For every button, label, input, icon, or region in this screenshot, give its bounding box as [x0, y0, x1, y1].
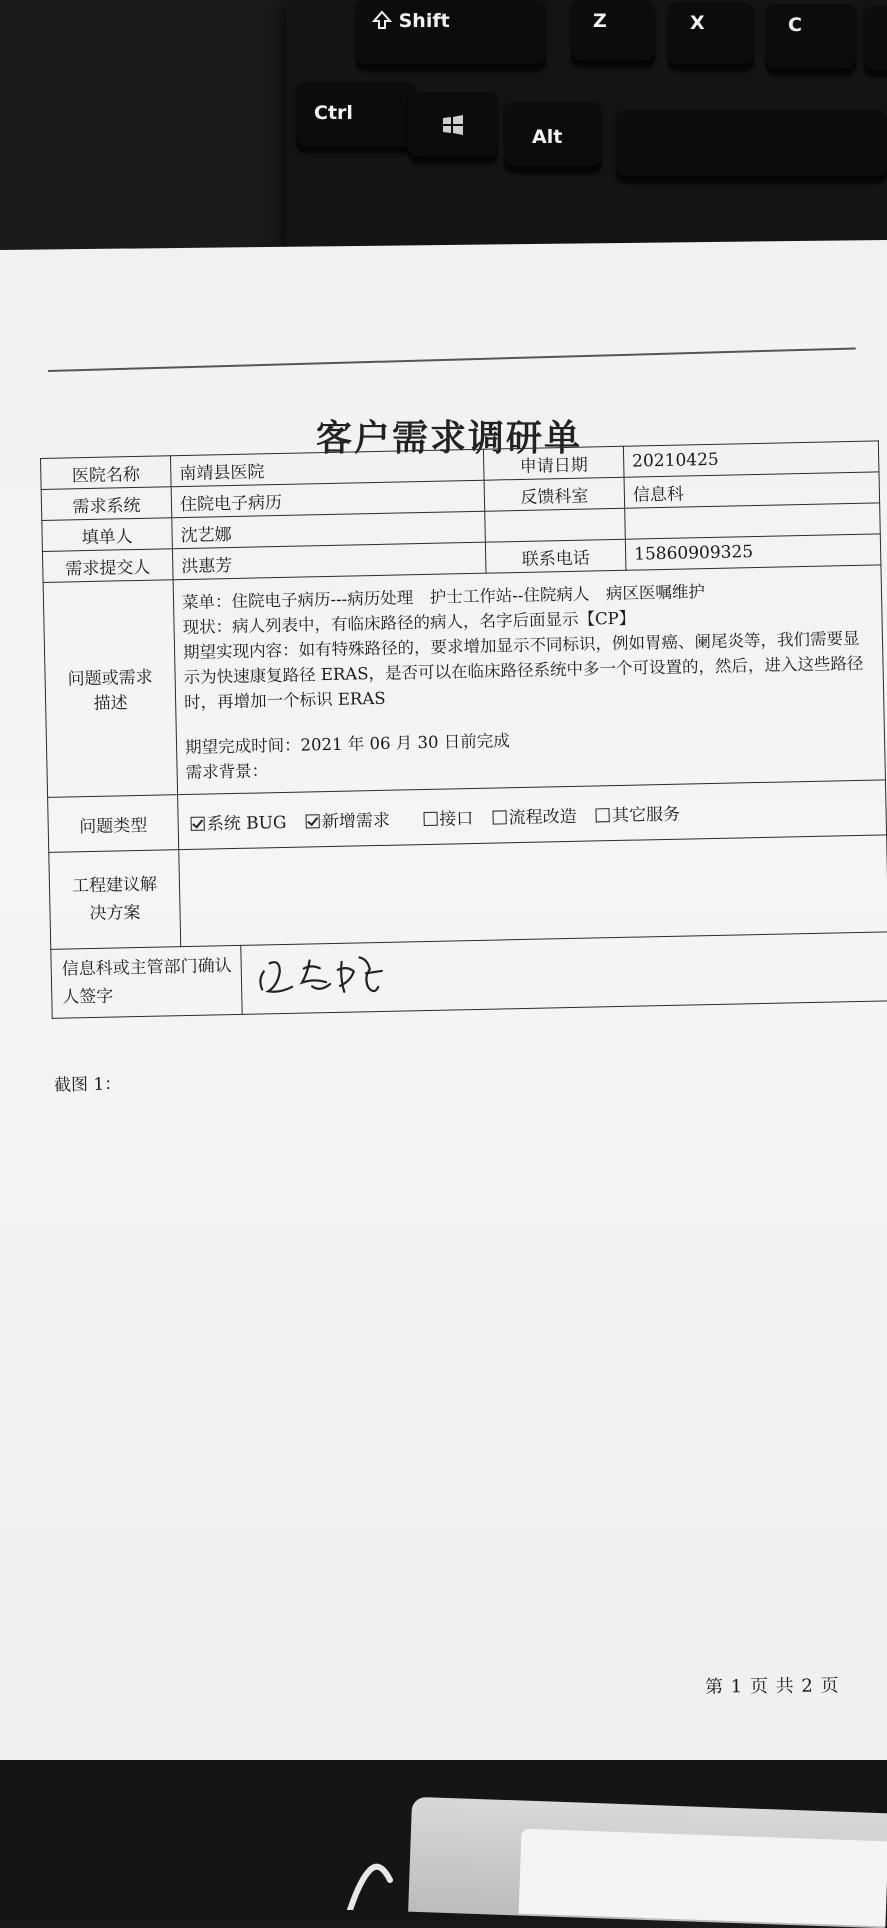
system-value: 住院电子病历 — [171, 480, 485, 518]
requirement-form-table — [40, 440, 887, 1018]
empty-cell — [485, 508, 626, 542]
white-cable — [340, 1850, 400, 1910]
issue-type-system-bug[interactable] — [190, 807, 286, 834]
checkbox-empty-icon — [423, 811, 437, 825]
space-key — [616, 110, 887, 182]
apply-date-value: 20210425 — [623, 441, 879, 477]
description-label: 问题或需求描述 — [43, 580, 177, 798]
apply-date-label: 申请日期 — [483, 446, 624, 480]
issue-type-other[interactable] — [596, 799, 681, 826]
ctrl-key — [296, 82, 416, 152]
issue-type-label: 问题类型 — [48, 795, 179, 853]
ctrl-key-label: Ctrl — [314, 102, 353, 124]
alt-key — [504, 102, 602, 172]
windows-logo-icon — [442, 114, 464, 136]
issue-type-label-text: 其它服务 — [611, 804, 681, 826]
x-key-label: X — [690, 12, 705, 34]
confirm-label: 信息科或主管部门确认人签字 — [51, 945, 242, 1018]
handwritten-signature — [249, 947, 390, 1006]
c-key — [766, 4, 856, 74]
z-key — [571, 0, 655, 66]
plastic-case-insert — [519, 1829, 887, 1927]
issue-type-label-text: 系统 BUG — [206, 812, 287, 835]
windows-key — [408, 92, 498, 162]
v-key-edge — [864, 6, 887, 76]
dept-value: 信息科 — [624, 472, 880, 508]
phone-value: 15860909325 — [625, 534, 881, 570]
keyboard — [286, 0, 887, 270]
checkbox-checked-icon — [306, 814, 320, 828]
screenshot-label: 截图 1： — [53, 1074, 122, 1096]
expected-time: 期望完成时间：2021 年 06 月 30 日前完成 — [184, 730, 510, 757]
page-number: 第 1 页 共 2 页 — [704, 1675, 840, 1698]
signature-cell — [241, 932, 887, 1015]
hospital-label: 医院名称 — [41, 456, 172, 490]
dept-label: 反馈科室 — [484, 477, 625, 511]
issue-type-new-requirement[interactable] — [306, 805, 391, 832]
shift-key-label: Shift — [398, 10, 450, 32]
hospital-value: 南靖县医院 — [170, 449, 484, 487]
filler-label: 填单人 — [42, 518, 173, 552]
checkbox-checked-icon — [191, 816, 205, 830]
description-line: 现状：病人列表中，有临床路径的病人，名字后面显示【CP】 — [182, 608, 636, 637]
c-key-label: C — [788, 14, 802, 36]
submitter-value: 洪惠芳 — [172, 542, 486, 580]
shift-key — [356, 0, 546, 70]
solution-content — [179, 835, 887, 947]
issue-type-label-text: 新增需求 — [321, 810, 391, 832]
issue-type-interface[interactable] — [423, 804, 474, 830]
x-key — [668, 2, 754, 70]
filler-value: 沈艺娜 — [172, 511, 486, 549]
issue-type-process[interactable] — [492, 801, 577, 828]
description-content — [173, 565, 885, 795]
document-title: 客户需求调研单 — [316, 417, 583, 459]
phone-label: 联系电话 — [485, 539, 626, 573]
submitter-label: 需求提交人 — [42, 549, 173, 583]
background-label: 需求背景： — [185, 760, 269, 782]
solution-label: 工程建议解决方案 — [49, 850, 181, 950]
checkbox-empty-icon — [493, 810, 507, 824]
system-label: 需求系统 — [41, 487, 172, 521]
description-line: 菜单：住院电子病历---病历处理 护士工作站--住院病人 病区医嘱维护 — [181, 581, 706, 612]
issue-type-label-text: 接口 — [439, 808, 474, 830]
up-arrow-icon — [372, 10, 392, 30]
issue-type-label-text: 流程改造 — [508, 806, 577, 828]
z-key-label: Z — [593, 10, 607, 32]
description-line: 期望实现内容：如有特殊路径的，要求增加显示不同标识，例如胃癌、阑尾炎等，我们需要显示为快速康复路径 ERAS，是否可以在临床路径系统中多一个可设置的，然后，进入这些路径时，再增加一个标识 ERAS — [182, 628, 864, 712]
checkbox-empty-icon — [596, 808, 610, 822]
alt-key-label: Alt — [532, 126, 563, 148]
